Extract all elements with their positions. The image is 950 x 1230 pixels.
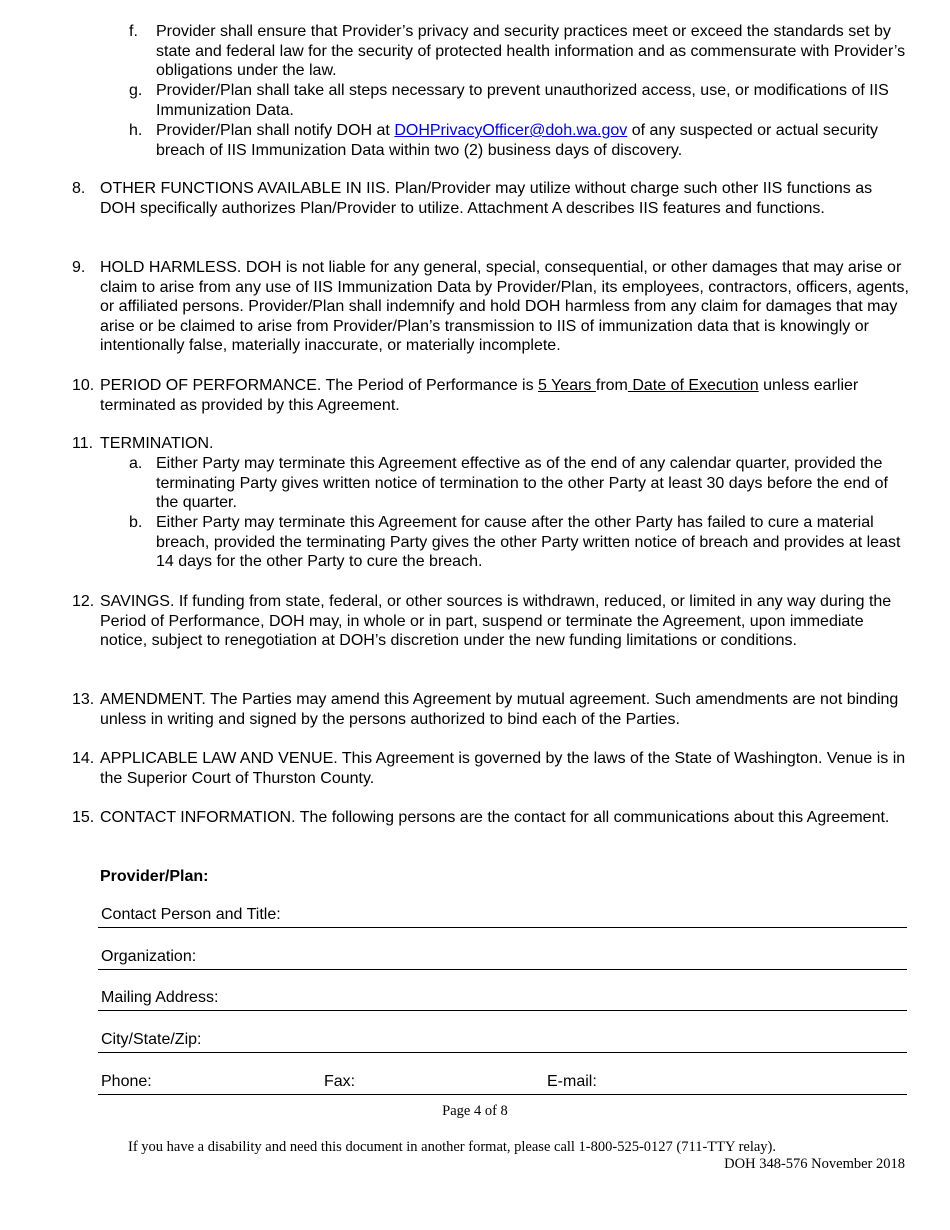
subitem-letter: f. (129, 23, 138, 40)
period-start: Date of Execution (627, 377, 759, 394)
section-number: 13. (72, 691, 95, 708)
section-number: 12. (72, 593, 95, 610)
section-text: AMENDMENT. The Parties may amend this Agreement by mutual agreement. Such amendments are not binding unless in writing and signed by the persons authorized to bind each of the Parties. (100, 691, 899, 728)
section-text: TERMINATION. (100, 435, 214, 452)
section-text: CONTACT INFORMATION. The following persons are the contact for all communications about this Agreement. (100, 809, 890, 826)
mailing-address-label: Mailing Address: (101, 989, 219, 1007)
subitem-text: Either Party may terminate this Agreement effective as of the end of any calendar quarter, provided the terminating Party gives written notice of termination to the other Party at least 30 days before the end of the quarter. (156, 455, 888, 512)
privacy-officer-email-link[interactable]: DOHPrivacyOfficer@doh.wa.gov (394, 122, 628, 139)
subitem-letter: h. (129, 122, 143, 139)
contact-person-field[interactable] (98, 905, 907, 928)
provider-plan-heading: Provider/Plan: (100, 868, 209, 885)
mailing-address-field[interactable] (98, 988, 907, 1011)
section-text: APPLICABLE LAW AND VENUE. This Agreement is governed by the laws of the State of Washington. Venue is in the Superior Court of Thurston County. (100, 750, 906, 787)
section-text-part: unless earlier terminated as provided by this Agreement. (100, 377, 859, 414)
page-number: Page 4 of 8 (442, 1103, 508, 1119)
email-label: E-mail: (547, 1073, 597, 1091)
subitem-text: Provider/Plan shall take all steps necessary to prevent unauthorized access, use, or modifications of IIS Immunization Data. (156, 82, 889, 119)
organization-label: Organization: (101, 948, 197, 966)
section-number: 15. (72, 809, 95, 826)
subitem-text (156, 121, 910, 160)
city-state-zip-field[interactable] (98, 1030, 907, 1053)
contact-person-label: Contact Person and Title: (101, 906, 281, 924)
section-text: HOLD HARMLESS. DOH is not liable for any general, special, consequential, or other damages that may arise or claim to arise from any use of IIS Immunization Data by Provider/Plan, its employees, contractors, officers, agents, or affiliated persons. Provider/Plan shall indemnify and hold DOH harmless from any claim for damages that may arise or be claimed to arise from Provider/Plan’s transmission to IIS of immunization data that is knowingly or intentionally false, materially inaccurate, or materially incomplete. (100, 259, 909, 355)
section-text: OTHER FUNCTIONS AVAILABLE IN IIS. Plan/Provider may utilize without charge such other IIS functions as DOH specifically authorizes Plan/Provider to utilize. Attachment A describes IIS features and functions. (100, 180, 873, 217)
subitem-letter: g. (129, 82, 143, 99)
subitem-letter: a. (129, 455, 143, 472)
section-text-part: from (595, 377, 628, 394)
subitem-text-part: Provider/Plan shall notify DOH at (156, 122, 395, 139)
phone-label: Phone: (101, 1073, 152, 1091)
subitem-text: Provider shall ensure that Provider’s privacy and security practices meet or exceed the standards set by state and federal law for the security of protected health information and as commensurate with Provider’s obligations under the law. (156, 23, 906, 80)
city-state-zip-label: City/State/Zip: (101, 1031, 202, 1049)
organization-field[interactable] (98, 947, 907, 970)
period-duration: 5 Years (538, 377, 596, 394)
subitem-text-part: of any suspected or actual security breach of IIS Immunization Data within two (2) business days of discovery. (156, 122, 879, 159)
subitem-text: Either Party may terminate this Agreement for cause after the other Party has failed to cure a material breach, provided the terminating Party gives the other Party written notice of breach and provides at least 14 days for the other Party to cure the breach. (156, 514, 901, 571)
form-id: DOH 348-576 November 2018 (724, 1156, 905, 1172)
section-text (100, 376, 908, 415)
phone-fax-email-row[interactable] (98, 1072, 907, 1095)
section-number: 8. (72, 180, 86, 197)
accessibility-notice: If you have a disability and need this document in another format, please call 1-800-525-0127 (711-TTY relay). (128, 1139, 776, 1155)
subitem-letter: b. (129, 514, 143, 531)
section-number: 9. (72, 259, 86, 276)
section-number: 11. (72, 435, 94, 452)
section-number: 14. (72, 750, 95, 767)
section-text-part: PERIOD OF PERFORMANCE. The Period of Performance is (100, 377, 539, 394)
section-number: 10. (72, 377, 95, 394)
section-text: SAVINGS. If funding from state, federal, or other sources is withdrawn, reduced, or limited in any way during the Period of Performance, DOH may, in whole or in part, suspend or terminate the Agreement, upon immediate notice, subject to renegotiation at DOH’s discretion under the new funding limitations or conditions. (100, 593, 892, 650)
fax-label: Fax: (324, 1073, 356, 1091)
